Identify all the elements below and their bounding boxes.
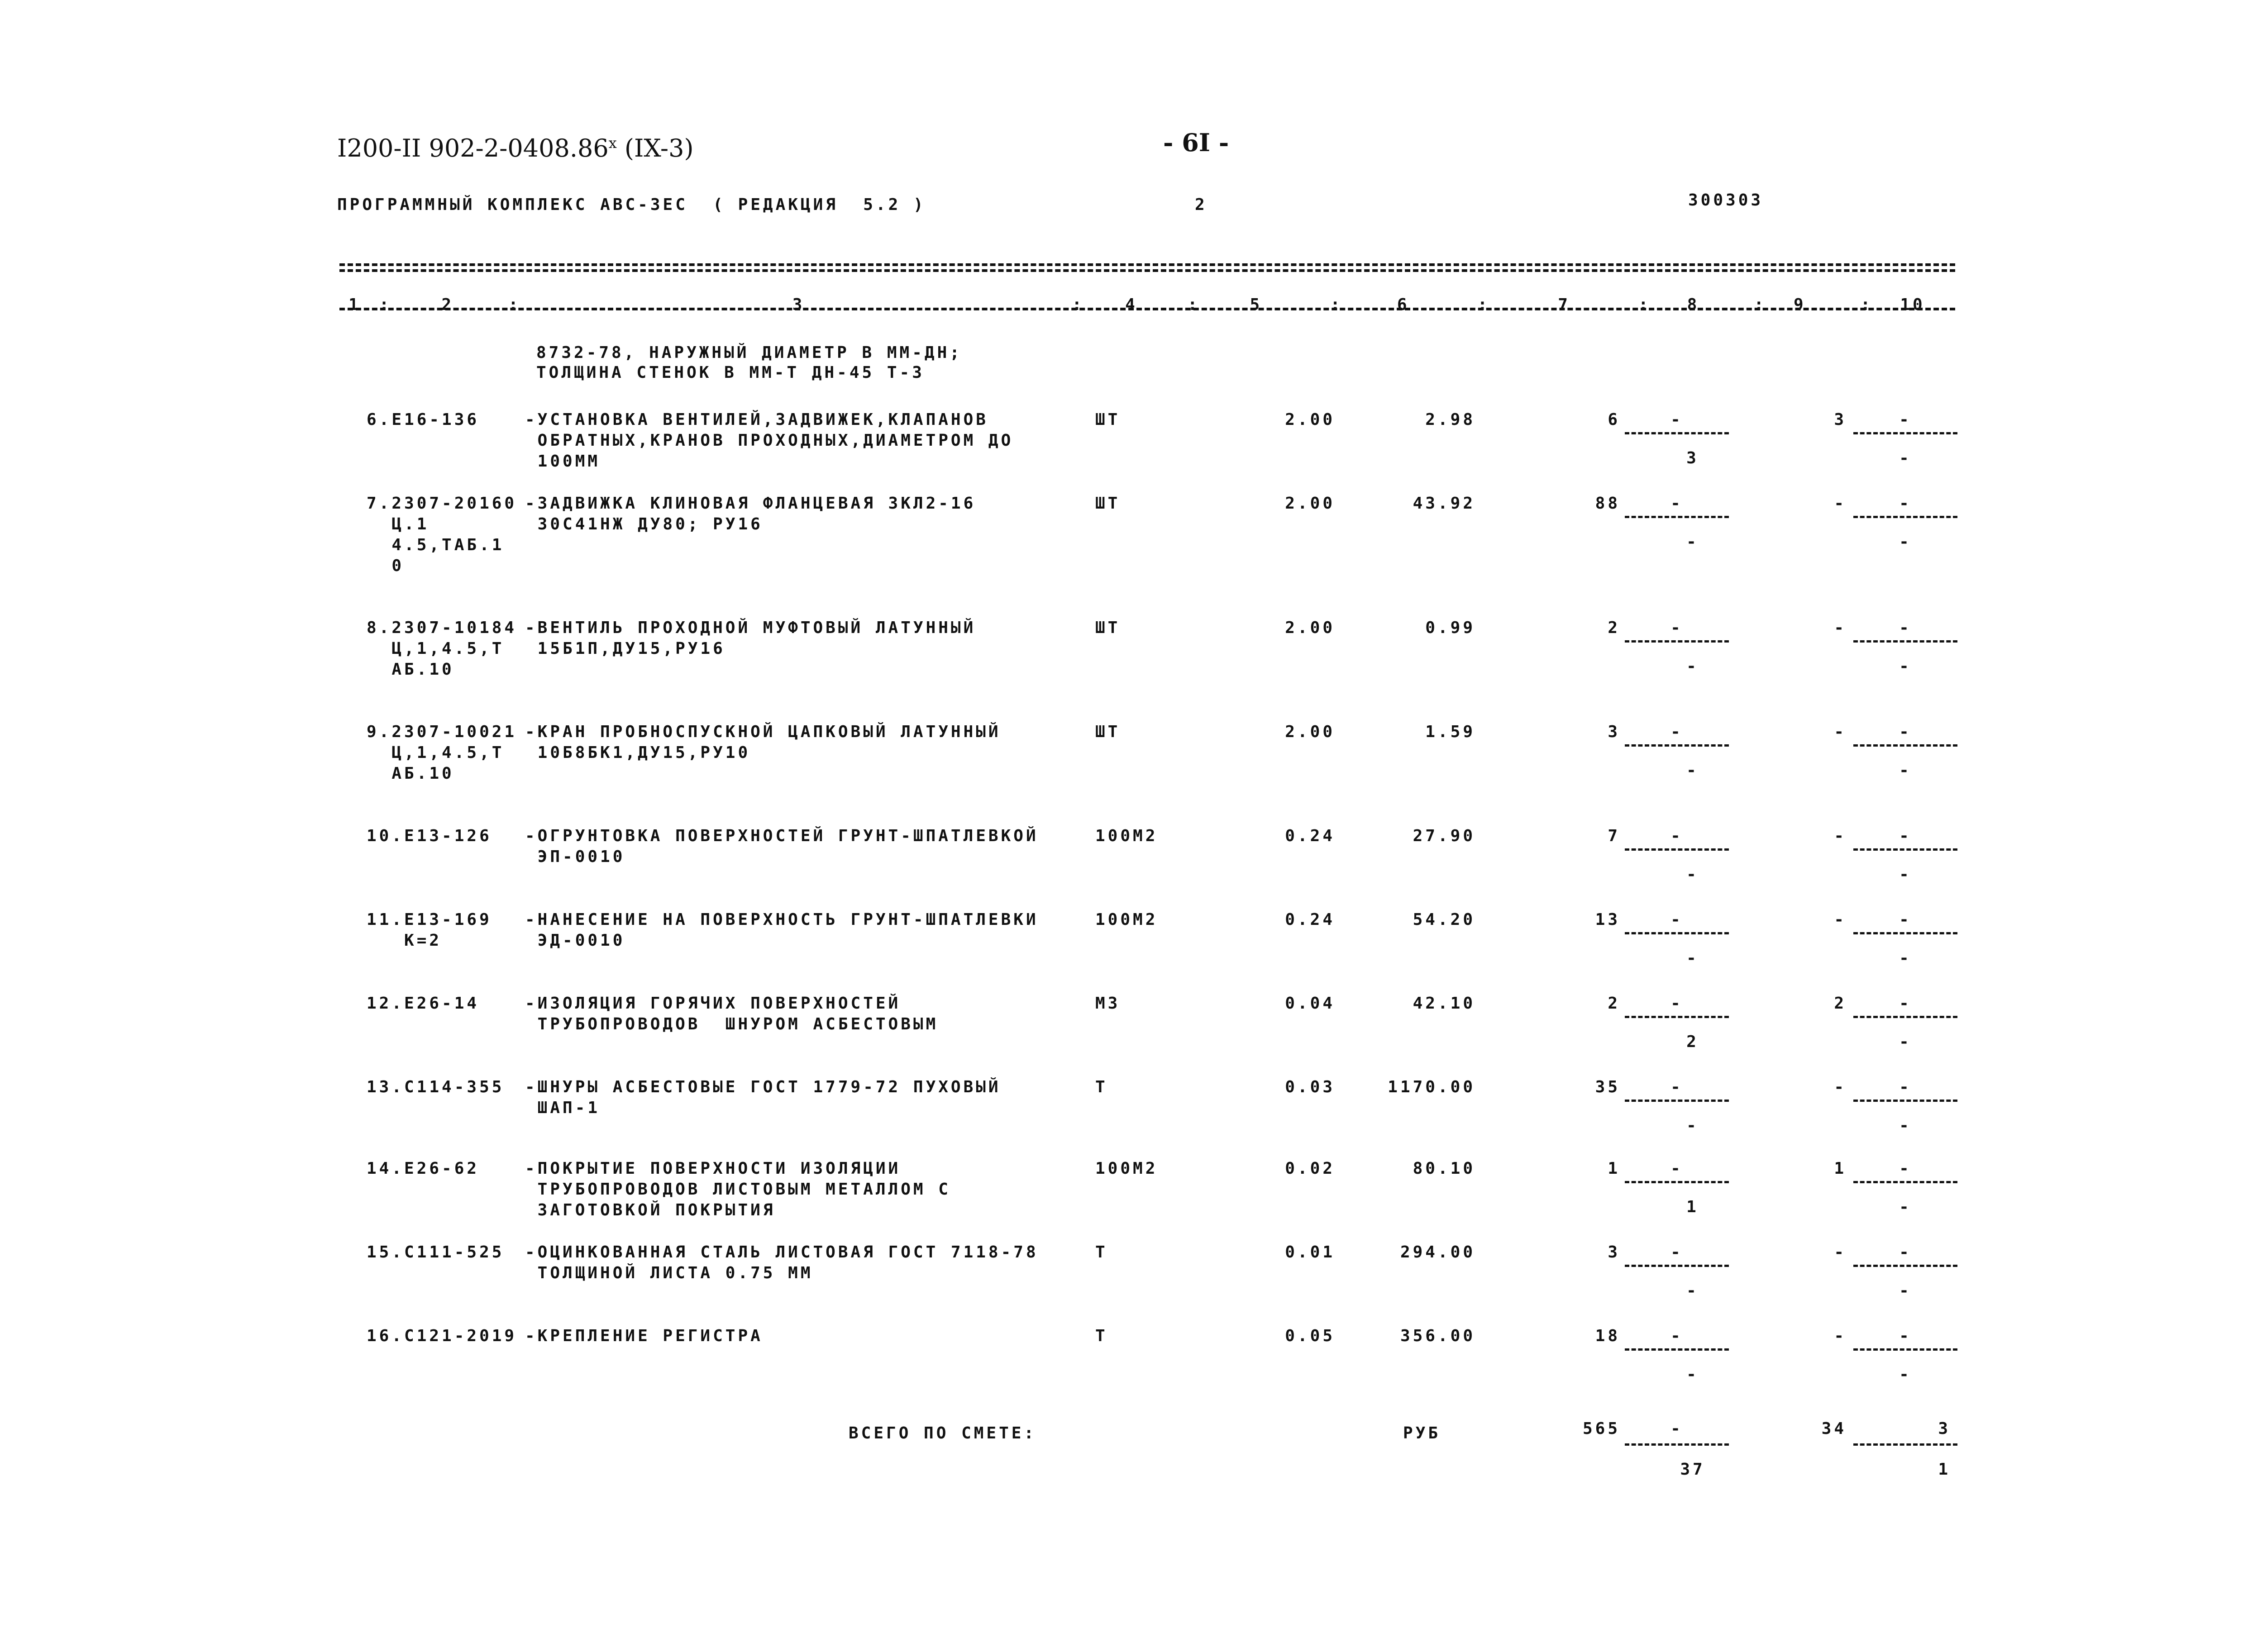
item-col9: 3 <box>1834 410 1847 429</box>
item-unit: М3 <box>1095 994 1121 1013</box>
document-code-number: 300303 <box>1688 191 1764 209</box>
item-col8-line <box>1625 1100 1729 1102</box>
item-col8-bottom: - <box>1686 949 1699 967</box>
item-col8-bottom: - <box>1686 1281 1699 1300</box>
item-col10-line <box>1853 1348 1957 1351</box>
item-description: -ШНУРЫ АСБЕСТОВЫЕ ГОСТ 1779-72 ПУХОВЫЙ <box>525 1078 1001 1096</box>
item-unit: ШТ <box>1095 494 1121 513</box>
item-col9: - <box>1834 1327 1847 1345</box>
sheet-number: 2 <box>1195 195 1208 214</box>
item-col10-bottom: - <box>1899 949 1912 967</box>
item-col8-top: - <box>1670 723 1683 741</box>
item-description: ЭП-0010 <box>525 847 625 866</box>
item-col8-top: - <box>1670 1078 1683 1096</box>
item-col8-top: - <box>1670 1243 1683 1262</box>
item-total: 13 <box>1595 910 1620 929</box>
item-description: ТРУБОПРОВОДОВ ЛИСТОВЫМ МЕТАЛЛОМ С <box>525 1180 951 1199</box>
item-unit-price: 42.10 <box>1413 994 1475 1013</box>
item-quantity: 2.00 <box>1285 494 1335 513</box>
item-unit-price: 294.00 <box>1400 1243 1475 1262</box>
item-quantity: 0.02 <box>1285 1159 1335 1178</box>
item-quantity: 0.01 <box>1285 1243 1335 1262</box>
col-5: 5 <box>1250 295 1263 314</box>
summary-col8-bottom: 37 <box>1680 1460 1705 1479</box>
header-bottom-rule <box>339 308 1955 310</box>
item-unit-price: 43.92 <box>1413 494 1475 513</box>
item-unit: Т <box>1095 1327 1108 1345</box>
item-unit-price: 27.90 <box>1413 827 1475 845</box>
item-quantity: 0.24 <box>1285 827 1335 845</box>
item-col10-top: - <box>1899 723 1912 741</box>
item-unit-price: 356.00 <box>1400 1327 1475 1345</box>
item-code: 7.2307-20160 <box>367 494 517 513</box>
summary-col10-bottom: 1 <box>1938 1460 1951 1479</box>
summary-col10-top: 3 <box>1938 1419 1951 1438</box>
item-unit: 100М2 <box>1095 910 1158 929</box>
item-description: 30С41НЖ ДУ80; РУ16 <box>525 515 763 533</box>
item-quantity: 0.05 <box>1285 1327 1335 1345</box>
program-title: ПРОГРАММНЫЙ КОМПЛЕКС АВС-3ЕС ( РЕДАКЦИЯ 5.2 ) <box>337 195 926 214</box>
item-description: 15Б1П,ДУ15,РУ16 <box>525 639 725 658</box>
item-col10-bottom: - <box>1899 1198 1912 1216</box>
item-code-ref: 0 <box>367 557 405 575</box>
item-description: -ПОКРЫТИЕ ПОВЕРХНОСТИ ИЗОЛЯЦИИ <box>525 1159 901 1178</box>
item-quantity: 2.00 <box>1285 410 1335 429</box>
item-total: 35 <box>1595 1078 1620 1096</box>
item-unit-price: 1170.00 <box>1388 1078 1475 1096</box>
item-col9: - <box>1834 1243 1847 1262</box>
item-col8-bottom: - <box>1686 1365 1699 1384</box>
item-description: ШАП-1 <box>525 1099 601 1117</box>
item-col10-top: - <box>1899 827 1912 845</box>
item-col8-bottom: 2 <box>1686 1033 1699 1051</box>
item-description: ТРУБОПРОВОДОВ ШНУРОМ АСБЕСТОВЫМ <box>525 1015 939 1033</box>
item-col8-top: - <box>1670 1327 1683 1345</box>
doc-code-text: I200-II 902-2-0408.86 <box>337 134 609 162</box>
item-unit-price: 1.59 <box>1425 723 1475 741</box>
item-col8-line <box>1625 640 1729 643</box>
item-unit: Т <box>1095 1243 1108 1262</box>
item-code-ref: Ц,1,4.5,Т <box>367 639 505 658</box>
item-quantity: 0.24 <box>1285 910 1335 929</box>
item-col8-bottom: - <box>1686 865 1699 884</box>
item-col8-line <box>1625 432 1729 434</box>
item-col10-line <box>1853 1016 1957 1018</box>
item-quantity: 2.00 <box>1285 723 1335 741</box>
item-col8-top: - <box>1670 494 1683 513</box>
item-description: -КРАН ПРОБНОСПУСКНОЙ ЦАПКОВЫЙ ЛАТУННЫЙ <box>525 723 1001 741</box>
item-col10-line <box>1853 1181 1957 1183</box>
item-col10-line <box>1853 432 1957 434</box>
item-col10-top: - <box>1899 494 1912 513</box>
doc-code-superscript: x <box>608 134 617 152</box>
document-code <box>337 136 694 161</box>
item-col8-line <box>1625 1348 1729 1351</box>
item-col10-line <box>1853 1100 1957 1102</box>
item-col10-top: - <box>1899 994 1912 1013</box>
item-col10-top: - <box>1899 619 1912 637</box>
item-quantity: 0.03 <box>1285 1078 1335 1096</box>
item-unit-price: 2.98 <box>1425 410 1475 429</box>
item-code: 16.С121-2019 <box>367 1327 517 1345</box>
item-code: 14.Е26-62 <box>367 1159 480 1178</box>
item-total: 6 <box>1608 410 1620 429</box>
item-unit: ШТ <box>1095 619 1121 637</box>
item-col10-bottom: - <box>1899 865 1912 884</box>
item-col9: - <box>1834 619 1847 637</box>
item-col9: - <box>1834 494 1847 513</box>
col-6: 6 <box>1397 295 1410 314</box>
col-sep: : <box>508 295 521 314</box>
item-unit-price: 54.20 <box>1413 910 1475 929</box>
item-col10-bottom: - <box>1899 1033 1912 1051</box>
item-code: 9.2307-10021 <box>367 723 517 741</box>
col-2: 2 <box>441 295 454 314</box>
item-code: 11.Е13-169 <box>367 910 492 929</box>
item-col8-line <box>1625 848 1729 851</box>
item-col10-line <box>1853 1265 1957 1267</box>
item-description: ЭД-0010 <box>525 931 625 950</box>
item-col10-bottom: - <box>1899 1365 1912 1384</box>
item-col9: - <box>1834 827 1847 845</box>
item-unit: 100М2 <box>1095 1159 1158 1178</box>
page-number: - 6I - <box>1163 128 1229 157</box>
item-col8-line <box>1625 1181 1729 1183</box>
item-col8-line <box>1625 516 1729 518</box>
item-col8-bottom: - <box>1686 533 1699 551</box>
summary-col9: 34 <box>1821 1419 1847 1438</box>
col-3: 3 <box>792 295 805 314</box>
item-code-ref: К=2 <box>367 931 442 950</box>
item-total: 3 <box>1608 1243 1620 1262</box>
item-code-ref: Ц.1 <box>367 515 430 533</box>
item-col10-bottom: - <box>1899 761 1912 780</box>
col-sep: : <box>1477 295 1490 314</box>
col-sep: : <box>1330 295 1343 314</box>
item-description: ОБРАТНЫХ,КРАНОВ ПРОХОДНЫХ,ДИАМЕТРОМ ДО <box>525 431 1014 450</box>
item-col10-line <box>1853 640 1957 643</box>
item-col10-bottom: - <box>1899 1116 1912 1135</box>
item-unit: 100М2 <box>1095 827 1158 845</box>
item-col8-top: - <box>1670 1159 1683 1178</box>
item-col8-bottom: 3 <box>1686 449 1699 467</box>
col-9: 9 <box>1794 295 1806 314</box>
item-col8-line <box>1625 932 1729 934</box>
summary-col8-line <box>1625 1443 1729 1446</box>
item-quantity: 2.00 <box>1285 619 1335 637</box>
item-code: 12.Е26-14 <box>367 994 480 1013</box>
item-col10-bottom: - <box>1899 533 1912 551</box>
item-col8-line <box>1625 1265 1729 1267</box>
top-rule-2 <box>339 269 1955 272</box>
item-col10-bottom: - <box>1899 449 1912 467</box>
item-col10-line <box>1853 744 1957 747</box>
item-unit: ШТ <box>1095 723 1121 741</box>
item-description: -КРЕПЛЕНИЕ РЕГИСТРА <box>525 1327 763 1345</box>
item-unit: Т <box>1095 1078 1108 1096</box>
item-total: 88 <box>1595 494 1620 513</box>
item-total: 1 <box>1608 1159 1620 1178</box>
item-code: 8.2307-10184 <box>367 619 517 637</box>
item-description: 10Б8БК1,ДУ15,РУ10 <box>525 743 751 762</box>
item-code-ref: Ц,1,4.5,Т <box>367 743 505 762</box>
col-sep: : <box>1754 295 1766 314</box>
item-col9: 1 <box>1834 1159 1847 1178</box>
item-col10-top: - <box>1899 1327 1912 1345</box>
col-sep: : <box>379 295 392 314</box>
summary-col10-line <box>1853 1443 1957 1446</box>
item-total: 18 <box>1595 1327 1620 1345</box>
col-8: 8 <box>1687 295 1700 314</box>
item-total: 2 <box>1608 994 1620 1013</box>
col-7: 7 <box>1558 295 1570 314</box>
item-code: 15.С111-525 <box>367 1243 505 1262</box>
item-description: -ВЕНТИЛЬ ПРОХОДНОЙ МУФТОВЫЙ ЛАТУННЫЙ <box>525 619 976 637</box>
item-col8-bottom: - <box>1686 1116 1699 1135</box>
item-col10-bottom: - <box>1899 1281 1912 1300</box>
item-description: ЗАГОТОВКОЙ ПОКРЫТИЯ <box>525 1201 776 1219</box>
continuation-line-2: ТОЛЩИНА СТЕНОК В ММ-Т ДН-45 Т-3 <box>536 363 925 382</box>
item-col8-top: - <box>1670 827 1683 845</box>
item-description: 100ММ <box>525 452 601 471</box>
item-code: 10.Е13-126 <box>367 827 492 845</box>
col-sep: : <box>1072 295 1085 314</box>
summary-total: 565 <box>1582 1419 1620 1438</box>
col-sep: : <box>1187 295 1200 314</box>
item-unit: ШТ <box>1095 410 1121 429</box>
item-unit-price: 0.99 <box>1425 619 1475 637</box>
item-quantity: 0.04 <box>1285 994 1335 1013</box>
item-col8-bottom: 1 <box>1686 1198 1699 1216</box>
item-total: 7 <box>1608 827 1620 845</box>
item-col9: - <box>1834 910 1847 929</box>
item-col10-line <box>1853 516 1957 518</box>
doc-part-text: (IX-3) <box>624 134 694 162</box>
item-description: -ОЦИНКОВАННАЯ СТАЛЬ ЛИСТОВАЯ ГОСТ 7118-78 <box>525 1243 1039 1262</box>
item-description: -ОГРУНТОВКА ПОВЕРХНОСТЕЙ ГРУНТ-ШПАТЛЕВКОЙ <box>525 827 1039 845</box>
item-code-ref: АБ.10 <box>367 660 454 679</box>
summary-col8-top: - <box>1670 1419 1683 1438</box>
item-col8-top: - <box>1670 910 1683 929</box>
item-col10-top: - <box>1899 910 1912 929</box>
summary-unit: РУБ <box>1403 1424 1441 1443</box>
item-description: -УСТАНОВКА ВЕНТИЛЕЙ,ЗАДВИЖЕК,КЛАПАНОВ <box>525 410 988 429</box>
top-rule-1 <box>339 263 1955 266</box>
summary-label: ВСЕГО ПО СМЕТЕ: <box>849 1424 1037 1443</box>
item-total: 2 <box>1608 619 1620 637</box>
item-code-ref: 4.5,ТАБ.1 <box>367 536 505 554</box>
item-col8-line <box>1625 1016 1729 1018</box>
col-10: 10 <box>1900 295 1925 314</box>
item-code: 6.Е16-136 <box>367 410 480 429</box>
item-col10-line <box>1853 932 1957 934</box>
item-col8-top: - <box>1670 410 1683 429</box>
item-code-ref: АБ.10 <box>367 764 454 783</box>
item-total: 3 <box>1608 723 1620 741</box>
item-description: -ЗАДВИЖКА КЛИНОВАЯ ФЛАНЦЕВАЯ 3КЛ2-16 <box>525 494 976 513</box>
col-sep: : <box>1638 295 1651 314</box>
continuation-line-1: 8732-78, НАРУЖНЫЙ ДИАМЕТР В ММ-ДН; <box>536 343 962 362</box>
item-col10-top: - <box>1899 1078 1912 1096</box>
item-col10-line <box>1853 848 1957 851</box>
item-col8-bottom: - <box>1686 657 1699 676</box>
item-col10-top: - <box>1899 1159 1912 1178</box>
item-col9: - <box>1834 723 1847 741</box>
item-description: ТОЛЩИНОЙ ЛИСТА 0.75 ММ <box>525 1264 813 1282</box>
item-unit-price: 80.10 <box>1413 1159 1475 1178</box>
col-sep: : <box>1860 295 1873 314</box>
item-col8-bottom: - <box>1686 761 1699 780</box>
item-description: -ИЗОЛЯЦИЯ ГОРЯЧИХ ПОВЕРХНОСТЕЙ <box>525 994 901 1013</box>
item-col10-top: - <box>1899 1243 1912 1262</box>
col-4: 4 <box>1125 295 1138 314</box>
item-col8-line <box>1625 744 1729 747</box>
item-col9: 2 <box>1834 994 1847 1013</box>
col-1: 1 <box>348 295 361 314</box>
item-col8-top: - <box>1670 994 1683 1013</box>
item-code: 13.С114-355 <box>367 1078 505 1096</box>
item-col9: - <box>1834 1078 1847 1096</box>
item-col8-top: - <box>1670 619 1683 637</box>
item-col10-top: - <box>1899 410 1912 429</box>
item-col10-bottom: - <box>1899 657 1912 676</box>
item-description: -НАНЕСЕНИЕ НА ПОВЕРХНОСТЬ ГРУНТ-ШПАТЛЕВКИ <box>525 910 1039 929</box>
